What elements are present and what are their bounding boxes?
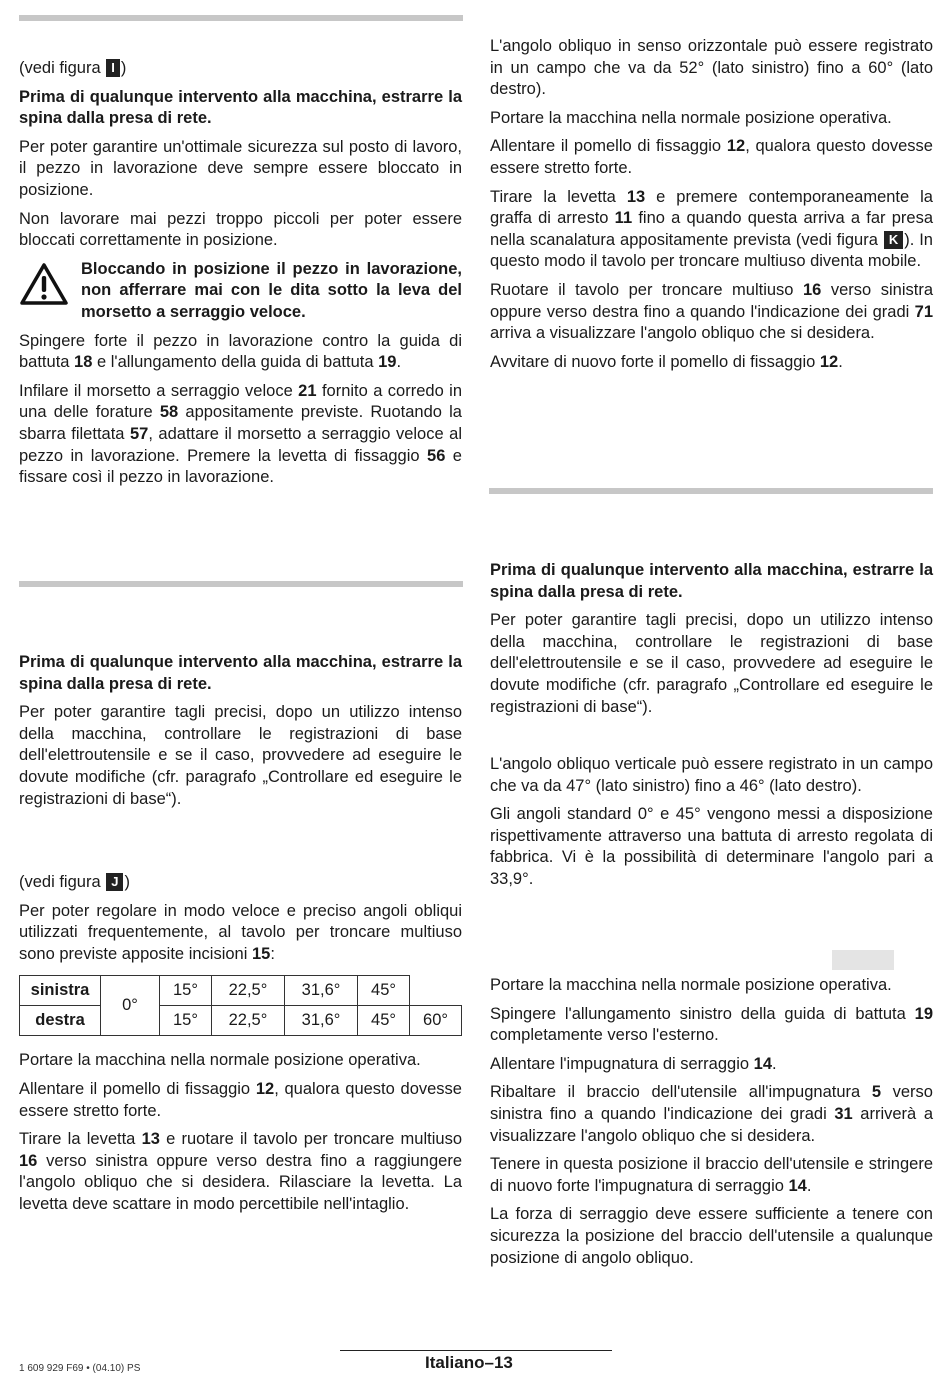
table-cell: 15° (160, 1006, 212, 1036)
right-column-middle (490, 560, 933, 725)
right-column-vertical (490, 754, 933, 898)
paragraph: Tirare la levetta 13 e ruotare il tavolo per troncare multiuso 16 verso sinistra oppure verso destra fino a raggiungere l'angolo obliquo che si desidera. Rilasciare la levetta. La levetta deve scattare in modo percettibile nell'intaglio. (19, 1130, 462, 1213)
warning-unplug: Prima di qualunque intervento alla macchina, estrarre la spina dalla presa di rete. (490, 561, 933, 601)
paragraph: Infilare il morsetto a serraggio veloce 21 fornito a corredo in una delle forature 58 appositamente previste. Ruotando la sbarra filettata 57, adattare il morsetto a serraggio veloce al pezzo in lavorazione. Premere la levetta di fissaggio 56 e fissare così il pezzo in lavorazione. (19, 381, 462, 487)
right-column-top (490, 36, 933, 380)
warning-unplug: Prima di qualunque intervento alla macchina, estrarre la spina dalla presa di rete. (19, 653, 462, 693)
table-cell: 45° (358, 976, 410, 1006)
paragraph: Gli angoli standard 0° e 45° vengono messi a disposizione rispettivamente attraverso una battuta di arresto regolata di fabbrica. Vi è la possibilità di determinare l'angolo pari a 33,9°. (490, 805, 933, 888)
see-figure-j: (vedi figura J ) (19, 873, 130, 891)
table-row (20, 1006, 462, 1036)
paragraph: Ribaltare il braccio dell'utensile all'impugnatura 5 verso sinistra fino a quando l'indicazione dei gradi 31 arriverà a visualizzare l'angolo obliquo che si desidera. (490, 1083, 933, 1145)
table-cell: 22,5° (211, 1006, 284, 1036)
table-cell: 60° (410, 1006, 462, 1036)
table-row-label: sinistra (20, 976, 101, 1006)
table-cell: 15° (160, 976, 212, 1006)
paragraph: Non lavorare mai pezzi troppo piccoli per poter essere bloccati correttamente in posizione. (19, 209, 462, 250)
paragraph: Allentare l'impugnatura di serraggio 14. (490, 1054, 777, 1073)
table-cell: 31,6° (285, 1006, 358, 1036)
warning-unplug: Prima di qualunque intervento alla macchina, estrarre la spina dalla presa di rete. (19, 87, 462, 128)
figure-label-box: I (106, 59, 120, 77)
figure-label-box: K (884, 231, 903, 249)
paragraph: L'angolo obliquo in senso orizzontale può essere registrato in un campo che va da 52° (lato sinistro) fino a 60° (lato destro). (490, 37, 933, 99)
table-cell: 45° (358, 1006, 410, 1036)
section-divider-left-middle (19, 581, 463, 587)
paragraph: Tenere in questa posizione il braccio dell'utensile e stringere di nuovo forte l'impugnatura di serraggio 14. (490, 1155, 933, 1195)
figure-label-box: J (106, 873, 123, 891)
right-column-bottom (490, 975, 933, 1276)
section-divider-left-top (19, 15, 463, 21)
warning-text: Bloccando in posizione il pezzo in lavorazione, non afferrare mai con le dita sotto la leva del morsetto a serraggio veloce. (81, 259, 462, 321)
table-cell: 22,5° (211, 976, 284, 1006)
see-figure-i: (vedi figura I ) (19, 59, 127, 77)
paragraph: La forza di serraggio deve essere sufficiente a tenere con sicurezza la posizione del braccio dell'utensile a qualunque posizione di angolo obliquo. (490, 1205, 933, 1267)
footer-rule (340, 1350, 612, 1351)
paragraph: Allentare il pomello di fissaggio 12, qualora questo dovesse essere stretto forte. (490, 137, 933, 177)
paragraph: Portare la macchina nella normale posizione operativa. (490, 108, 892, 127)
page-number: Italiano–13 (425, 1353, 513, 1372)
table-cell: 31,6° (285, 976, 358, 1006)
table-row-label: destra (20, 1006, 101, 1036)
left-column-bottom (19, 652, 462, 817)
paragraph: Per poter garantire un'ottimale sicurezza sul posto di lavoro, il pezzo in lavorazione deve sempre essere bloccato in posizione. (19, 137, 462, 199)
paragraph: Per poter garantire tagli precisi, dopo un utilizzo intenso della macchina, controllare le registrazioni di base dell'elettroutensile e se il caso, provvedere ad eseguire le dovute modifiche (cfr. paragrafo „Controllare ed eseguire le registrazioni di base“). (19, 703, 462, 808)
paragraph: Allentare il pomello di fissaggio 12, qualora questo dovesse essere stretto forte. (19, 1079, 462, 1120)
warning-block (19, 259, 462, 324)
table-cell-zero: 0° (101, 976, 160, 1036)
paragraph: Per poter regolare in modo veloce e preciso angoli obliqui utilizzati frequentemente, al tavolo per troncare multiuso sono previste apposite incisioni 15: (19, 901, 462, 963)
paragraph: Spingere forte il pezzo in lavorazione contro la guida di battuta 18 e l'allungamento della guida di battuta 19. (19, 331, 462, 372)
paragraph: Ruotare il tavolo per troncare multiuso 16 verso sinistra oppure verso destra fino a quando l'indicazione dei gradi 71 arriva a visualizzare l'angolo obliquo che si desidera. (490, 280, 934, 343)
left-column-top (19, 58, 462, 496)
table-row (20, 976, 462, 1006)
angle-table (19, 975, 462, 1036)
left-column-angles (19, 872, 462, 1223)
table-cell-empty (410, 976, 462, 1006)
paragraph: L'angolo obliquo verticale può essere registrato in un campo che va da 47° (lato sinistro) fino a 46° (lato destro). (490, 755, 933, 795)
warning-triangle-icon (19, 262, 69, 306)
paragraph: Spingere l'allungamento sinistro della guida di battuta 19 completamente verso l'esterno. (490, 1004, 933, 1045)
paragraph: Portare la macchina nella normale posizione operativa. (490, 976, 892, 994)
document-code: 1 609 929 F69 • (04.10) PS (19, 1363, 141, 1374)
paragraph: Avvitare di nuovo forte il pomello di fissaggio 12. (490, 352, 843, 371)
section-divider-right-middle (489, 488, 933, 494)
paragraph: Per poter garantire tagli precisi, dopo un utilizzo intenso della macchina, controllare le registrazioni di base dell'elettroutensile e se il caso, provvedere ad eseguire le dovute modifiche (cfr. paragrafo „Controllare ed eseguire le registrazioni di base“). (490, 611, 933, 716)
gray-placeholder-box (832, 950, 894, 970)
paragraph: Portare la macchina nella normale posizione operativa. (19, 1051, 421, 1070)
paragraph: Tirare la levetta 13 e premere contemporaneamente la graffa di arresto 11 fino a quando questa arriva a far presa nella scanalatura appositamente prevista (vedi figura K ). In questo modo il tavolo per troncare multiuso diventa mobile. (490, 187, 933, 271)
